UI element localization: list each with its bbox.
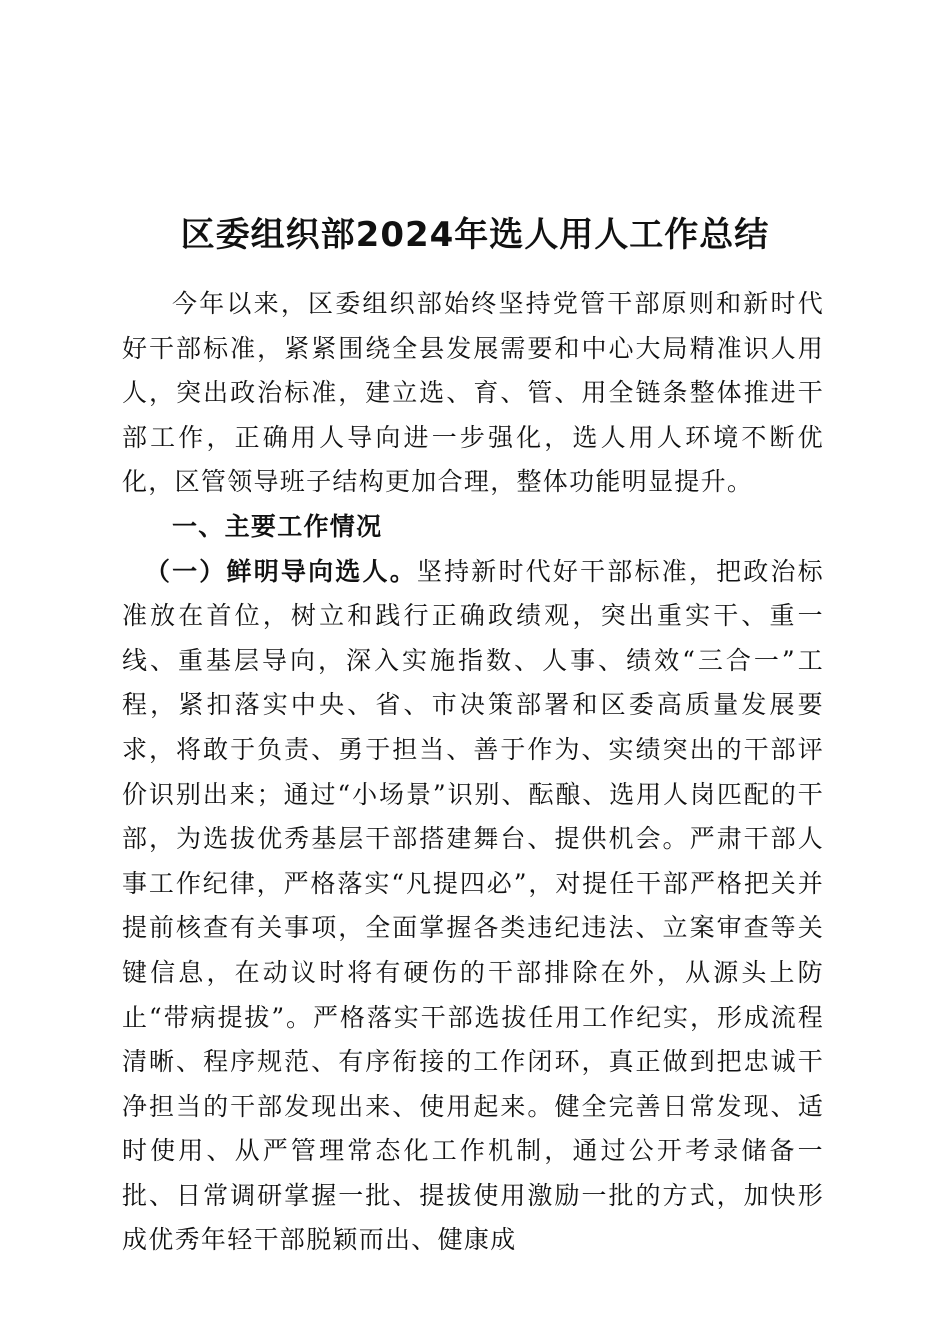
document-body (122, 282, 824, 1263)
document-title: 区委组织部2024年选人用人工作总结 (180, 215, 770, 255)
section-heading: 一、主要工作情况 (172, 511, 383, 541)
intro-paragraph: 今年以来，区委组织部始终坚持党管干部原则和新时代好干部标准，紧紧围绕全县发展需要和中心大局精准识人用人，突出政治标准，建立选、育、管、用全链条整体推进干部工作，正确用人导向进一步强化，选人用人环境不断优化，区管领导班子结构更加合理，整体功能明显提升。 (122, 289, 824, 497)
subsection-heading: （一）鲜明导向选人。 (144, 556, 417, 586)
subsection-body: 坚持新时代好干部标准，把政治标准放在首位，树立和践行正确政绩观，突出重实干、重一线、重基层导向，深入实施指数、人事、绩效“三合一”工程，紧扣落实中央、省、市决策部署和区委高质量发展要求，将敢于负责、勇于担当、善于作为、实绩突出的干部评价识别出来；通过“小场景”识别、酝酿、选用人岗匹配的干部，为选拔优秀基层干部搭建舞台、提供机会。严肃干部人事工作纪律，严格落实“凡提四必”，对提任干部严格把关并提前核查有关事项，全面掌握各类违纪违法、立案审查等关键信息，在动议时将有硬伤的干部排除在外，从源头上防止“带病提拔”。严格落实干部选拔任用工作纪实，形成流程清晰、程序规范、有序衔接的工作闭环，真正做到把忠诚干净担当的干部发现出来、使用起来。健全完善日常发现、适时使用、从严管理常态化工作机制，通过公开考录储备一批、日常调研掌握一批、提拔使用激励一批的方式，加快形成优秀年轻干部脱颖而出、健康成 (122, 556, 824, 1255)
subsection-paragraph (122, 550, 824, 1264)
